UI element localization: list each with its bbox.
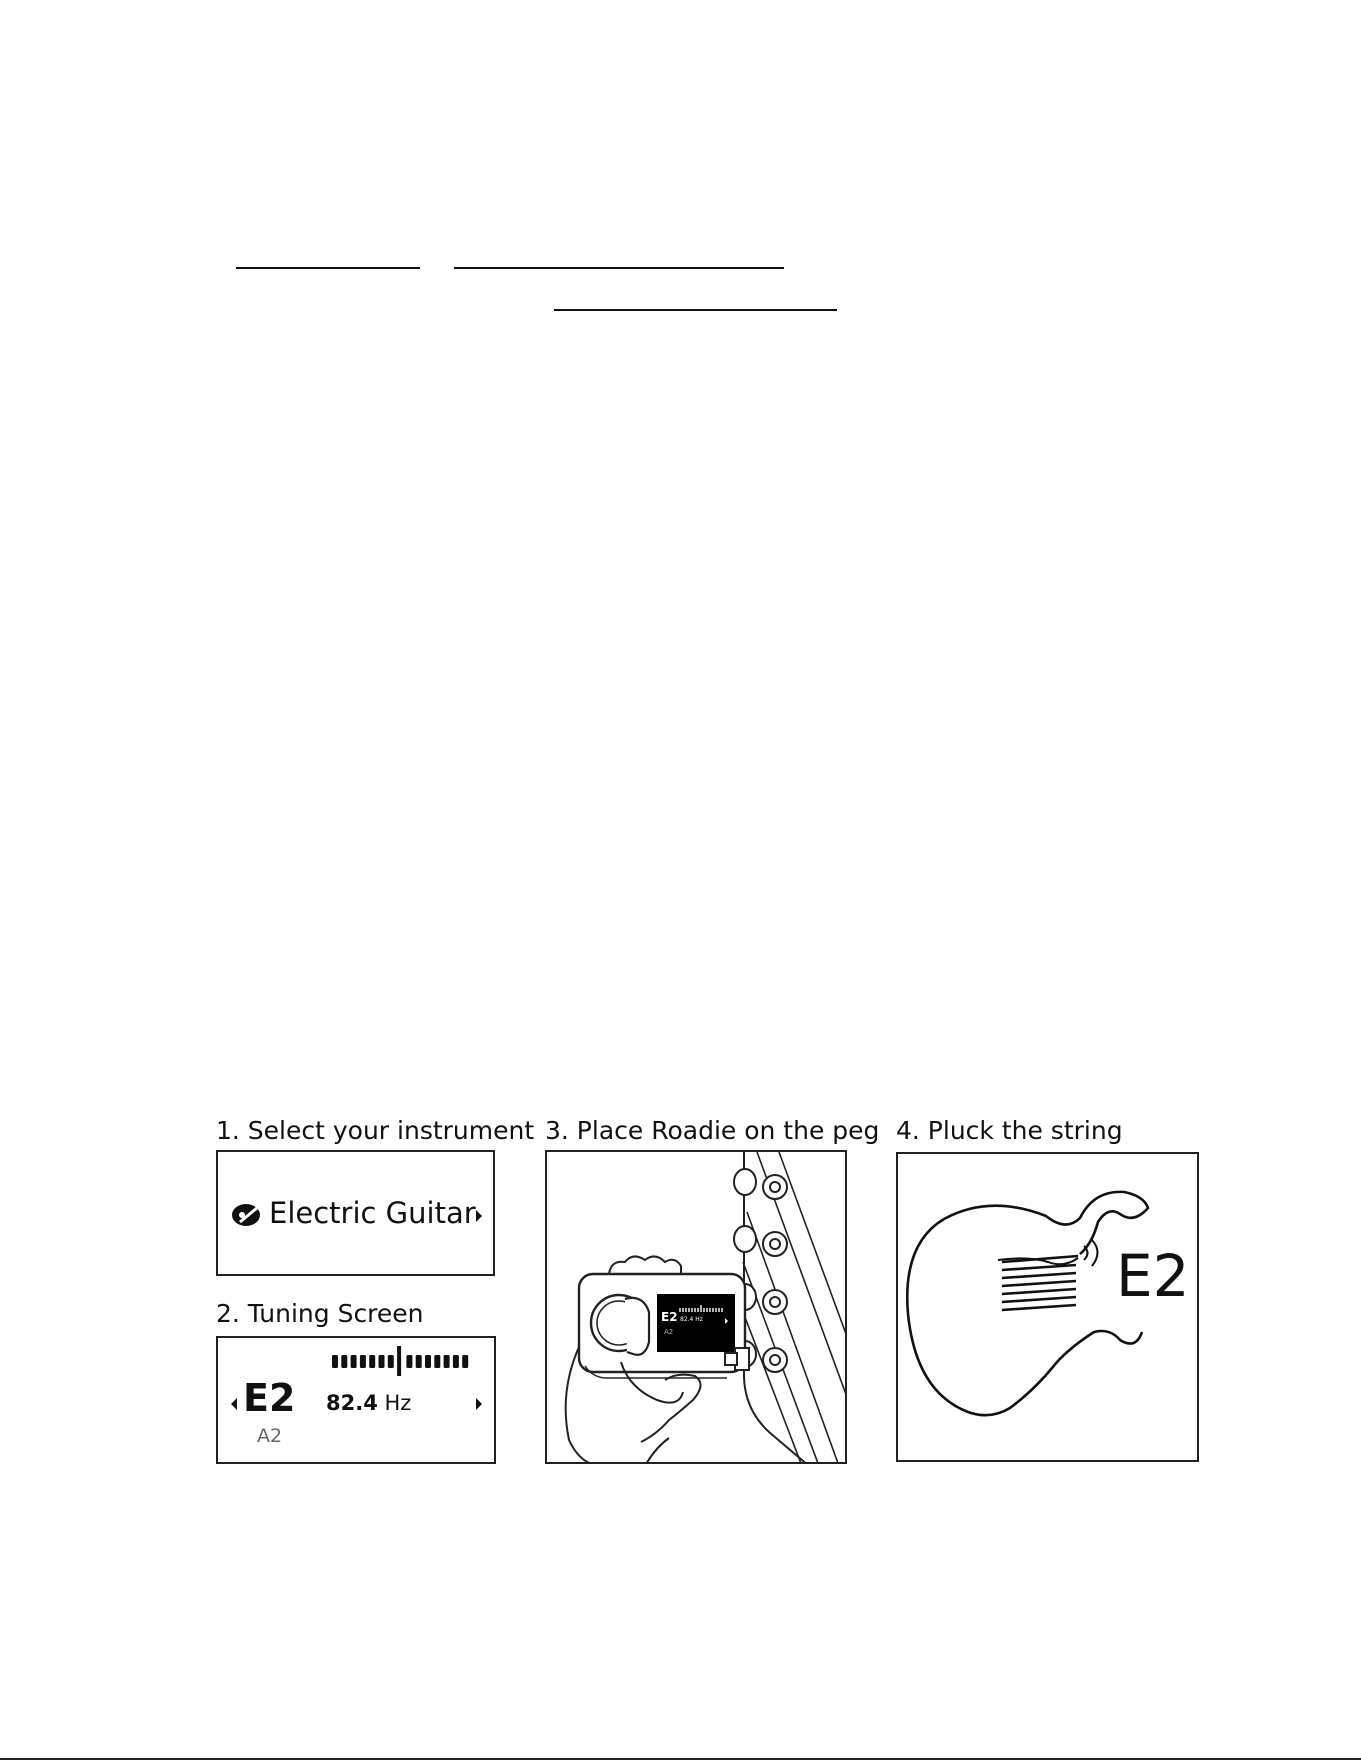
meter-bar xyxy=(462,1355,468,1368)
meter-bar xyxy=(341,1355,347,1368)
next-note: A2 xyxy=(257,1425,283,1447)
underline-fragment-1 xyxy=(236,267,420,269)
meter-bar xyxy=(332,1355,338,1368)
pluck-string-panel xyxy=(896,1152,1199,1462)
next-note-arrow[interactable] xyxy=(476,1398,482,1410)
meter-bar xyxy=(369,1355,375,1368)
meter-bar xyxy=(360,1355,366,1368)
plucked-note: E2 xyxy=(1116,1242,1190,1310)
instrument-label: Electric Guitar xyxy=(269,1196,476,1230)
meter-bar xyxy=(379,1355,385,1368)
step-2-title: 2. Tuning Screen xyxy=(216,1299,424,1328)
meter-bar xyxy=(434,1355,440,1368)
step-3-title: 3. Place Roadie on the peg xyxy=(545,1116,880,1145)
frequency-value: 82.4 xyxy=(326,1391,378,1415)
prev-note-arrow[interactable] xyxy=(231,1398,237,1410)
guitar-icon xyxy=(230,1200,266,1228)
frequency-readout xyxy=(326,1391,411,1415)
frequency-unit: Hz xyxy=(384,1391,412,1415)
next-instrument-arrow[interactable] xyxy=(476,1210,482,1222)
meter-bar xyxy=(416,1355,422,1368)
meter-bar xyxy=(388,1355,394,1368)
underline-fragment-2 xyxy=(454,267,784,269)
meter-bar xyxy=(351,1355,357,1368)
meter-bar xyxy=(453,1355,459,1368)
step-4-title: 4. Pluck the string xyxy=(896,1116,1123,1145)
meter-needle xyxy=(397,1346,401,1376)
meter-bar xyxy=(406,1355,412,1368)
instrument-select-panel[interactable] xyxy=(216,1150,495,1276)
step-1-title: 1. Select your instrument xyxy=(216,1116,535,1145)
meter-bar xyxy=(425,1355,431,1368)
current-note: E2 xyxy=(243,1376,296,1420)
underline-fragment-3 xyxy=(554,309,837,311)
page-bottom-rule xyxy=(0,1758,1361,1760)
place-on-peg-panel xyxy=(545,1150,847,1464)
meter-bar xyxy=(444,1355,450,1368)
tuning-meter xyxy=(328,1346,478,1380)
device-note: E2 xyxy=(661,1310,678,1324)
roadie-on-peg-illustration xyxy=(547,1152,847,1464)
tuning-screen-panel xyxy=(216,1336,496,1464)
device-freq: 82.4 Hz xyxy=(680,1316,703,1323)
device-next: A2 xyxy=(664,1328,674,1336)
